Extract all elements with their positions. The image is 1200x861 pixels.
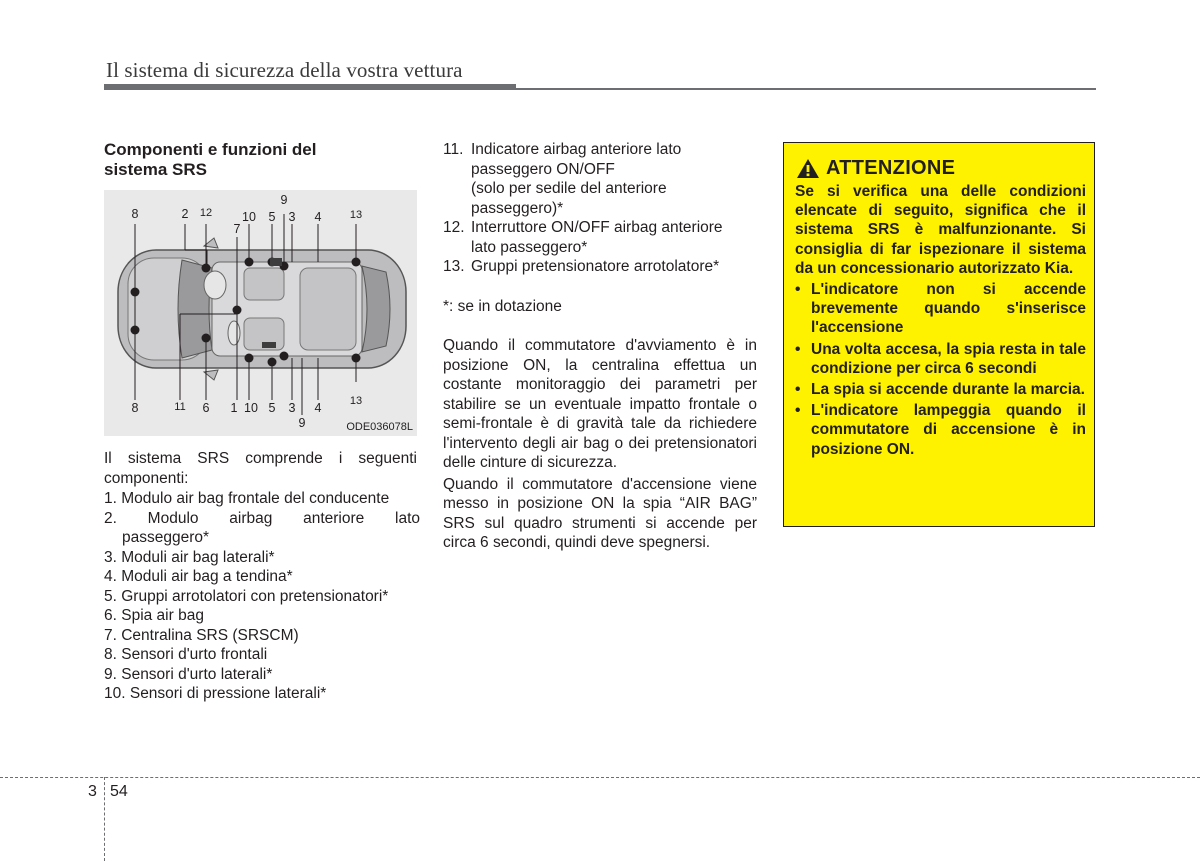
diagram-label: 9 xyxy=(298,416,306,430)
diagram-label: 6 xyxy=(202,401,210,415)
diagram-label: 9 xyxy=(280,193,288,207)
warning-box xyxy=(783,142,1095,527)
section-title-line2: sistema SRS xyxy=(104,160,207,179)
page-header-title: Il sistema di sicurezza della vostra vettura xyxy=(106,58,463,82)
diagram-label: 12 xyxy=(199,207,213,219)
list-item: 9. Sensori d'urto laterali* xyxy=(104,665,273,683)
warning-triangle-icon xyxy=(796,158,820,179)
warning-item-text: La spia si accende durante la marcia. xyxy=(811,381,1085,399)
bullet: • xyxy=(795,340,801,358)
diagram-label: 8 xyxy=(131,401,139,415)
diagram-label: 8 xyxy=(131,207,139,221)
section-title-line1: Componenti e funzioni del xyxy=(104,140,317,159)
list-item-line: lato passeggero* xyxy=(471,238,588,256)
diagram-label: 3 xyxy=(288,210,296,224)
list-item xyxy=(443,257,757,277)
warning-intro: Se si verifica una delle condizioni elencate di seguito, significa che il sistema SRS è malfunzionante. Si consiglia di far ispezionare il sistema da un concessionario autorizzato Kia. xyxy=(795,183,1086,277)
diagram-label: 13 xyxy=(349,209,363,221)
page-number: 54 xyxy=(110,783,128,800)
paragraph: Quando il commutatore d'avviamento è in posizione ON, la centralina effettua un costante monitoraggio dei parametri per stabilire se un eventuale impatto frontale o semi-frontale è di gravità tale da richiedere l'intervento degli air bag o dei pretensionatori delle cinture di sicurezza. xyxy=(443,337,757,471)
list-item xyxy=(443,140,757,218)
list-item-line: Indicatore airbag anteriore lato xyxy=(471,141,682,158)
paragraph: Quando il commutatore d'accensione viene messo in posizione ON la spia “AIR BAG” SRS sul quadro strumenti si accende per circa 6 secondi, quindi deve spegnersi. xyxy=(443,475,757,551)
footer-rule xyxy=(0,777,1200,778)
header-rule xyxy=(104,88,1096,90)
bullet: • xyxy=(795,381,801,399)
list-item-number: 11. xyxy=(443,141,464,158)
warning-header xyxy=(796,157,955,180)
diagram-label: 7 xyxy=(233,222,241,236)
list-item-line: Interruttore ON/OFF airbag anteriore xyxy=(471,219,723,236)
warning-title: ATTENZIONE xyxy=(826,157,956,179)
warning-body xyxy=(795,182,1086,459)
warning-item xyxy=(795,380,1086,399)
list-item: 7. Centralina SRS (SRSCM) xyxy=(104,626,299,644)
warning-item xyxy=(795,401,1086,459)
list-item: 10. Sensori di pressione laterali* xyxy=(104,685,327,702)
list-item xyxy=(104,509,420,529)
list-item: 1. Modulo air bag frontale del conducente xyxy=(104,490,390,507)
chapter-number: 3 xyxy=(88,783,97,800)
bullet: • xyxy=(795,402,801,420)
diagram-label: 2 xyxy=(181,207,189,221)
warning-item xyxy=(795,280,1086,338)
bullet: • xyxy=(795,281,801,299)
list-item: 8. Sensori d'urto frontali xyxy=(104,646,268,663)
footer-divider xyxy=(104,777,105,861)
list-item: 6. Spia air bag xyxy=(104,607,204,624)
diagram-label: 13 xyxy=(349,395,363,407)
warning-item-text: Una volta accesa, la spia resta in tale condizione per circa 6 secondi xyxy=(811,340,1086,377)
list-item-text xyxy=(471,218,723,257)
footnote: *: se in dotazione xyxy=(443,297,562,315)
list-item-text: 2. Modulo airbag anteriore lato xyxy=(104,509,420,527)
list-item-number: 13. xyxy=(443,258,465,275)
list-item-continuation: passeggero* xyxy=(122,529,210,546)
list-item: 3. Moduli air bag laterali* xyxy=(104,548,275,566)
diagram-label: 5 xyxy=(268,401,276,415)
warning-item-text: L'indicatore non si accende brevemente quando s'inserisce l'accensione xyxy=(811,281,1086,337)
list-item xyxy=(443,218,757,257)
column-two xyxy=(443,140,757,553)
diagram-label: 5 xyxy=(268,210,276,224)
srs-diagram xyxy=(104,190,417,436)
list-item-number: 12. xyxy=(443,219,465,236)
diagram-label: 3 xyxy=(288,401,296,415)
warning-item-text: L'indicatore lampeggia quando il commutatore di accensione è in posizione ON. xyxy=(811,402,1086,458)
list-item-text xyxy=(471,140,681,218)
list-item-text: Gruppi pretensionatore arrotolatore* xyxy=(471,258,720,275)
warning-item xyxy=(795,340,1086,378)
section-title xyxy=(104,140,404,180)
list-item-line: passeggero ON/OFF xyxy=(471,160,615,178)
diagram-label: 10 xyxy=(242,210,256,224)
diagram-label: 11 xyxy=(174,401,186,413)
intro-paragraph: Il sistema SRS comprende i seguenti componenti: xyxy=(104,450,417,487)
components-list xyxy=(104,489,420,704)
diagram-label: 1 xyxy=(230,401,238,415)
list-item: 5. Gruppi arrotolatori con pretensionatori* xyxy=(104,587,389,605)
list-item: 4. Moduli air bag a tendina* xyxy=(104,568,293,585)
list-item-line: (solo per sedile del anteriore xyxy=(471,180,667,197)
car-topview-illustration xyxy=(104,190,417,436)
diagram-label: 4 xyxy=(314,210,322,224)
figure-code: ODE036078L xyxy=(346,421,413,433)
list-item-line: passeggero)* xyxy=(471,199,564,217)
diagram-label: 4 xyxy=(314,401,322,415)
diagram-label: 10 xyxy=(244,401,258,415)
